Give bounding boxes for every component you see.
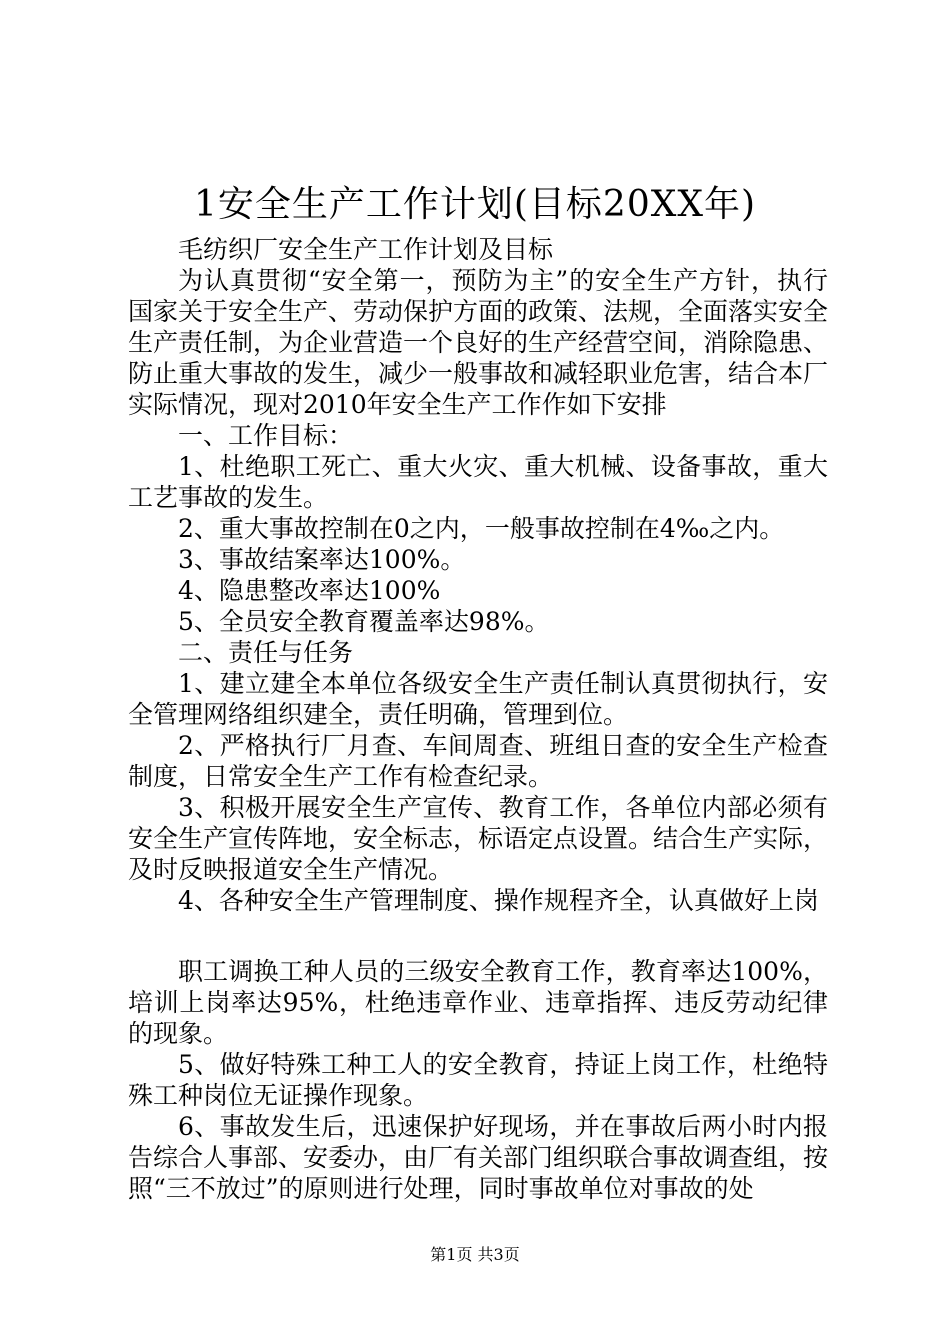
goal-item-4: 4、隐患整改率达100%	[178, 576, 441, 605]
section-heading-goals: 一、工作目标：	[178, 421, 354, 450]
document-body	[128, 234, 828, 1204]
goal-item-5: 5、全员安全教育覆盖率达98%。	[178, 607, 550, 636]
task-item-6: 6、事故发生后，迅速保护好现场，并在事故后两小时内报告综合人事部、安委办，由厂有关部门组织联合事故调查组，按照“三不放过”的原则进行处理，同时事故单位对事故的处	[128, 1112, 829, 1203]
task-item-4: 4、各种安全生产管理制度、操作规程齐全，认真做好上岗	[178, 886, 819, 915]
document-title: 1安全生产工作计划(目标20XX年)	[193, 184, 757, 225]
task-item-3: 3、积极开展安全生产宣传、教育工作，各单位内部必须有安全生产宣传阵地，安全标志，标语定点设置。结合生产实际，及时反映报道安全生产情况。	[128, 793, 829, 884]
goal-item-2: 2、重大事故控制在0之内，一般事故控制在4‰之内。	[178, 514, 785, 543]
task-item-5: 5、做好特殊工种工人的安全教育，持证上岗工作，杜绝特殊工种岗位无证操作现象。	[128, 1050, 828, 1110]
task-item-1: 1、建立建全本单位各级安全生产责任制认真贯彻执行，安全管理网络组织建全，责任明确，管理到位。	[128, 669, 828, 729]
page-footer: 第1页 共3页	[430, 1245, 520, 1264]
task-item-4-continued: 职工调换工种人员的三级安全教育工作，教育率达100%，培训上岗率达95%，杜绝违章作业、违章指挥、违反劳动纪律的现象。	[128, 957, 828, 1048]
paragraph-intro: 为认真贯彻“安全第一，预防为主”的安全生产方针，执行国家关于安全生产、劳动保护方面的政策、法规，全面落实安全生产责任制，为企业营造一个良好的生产经营空间，消除隐患、防止重大事故的发生，减少一般事故和减轻职业危害，结合本厂实际情况，现对2010年安全生产工作作如下安排	[128, 266, 829, 419]
paragraph-subtitle: 毛纺织厂安全生产工作计划及目标	[178, 235, 554, 264]
goal-item-1: 1、杜绝职工死亡、重大火灾、重大机械、设备事故，重大工艺事故的发生。	[128, 452, 828, 512]
section-heading-responsibilities: 二、责任与任务	[178, 638, 354, 667]
task-item-2: 2、严格执行厂月查、车间周查、班组日查的安全生产检查制度，日常安全生产工作有检查纪录。	[128, 731, 828, 791]
goal-item-3: 3、事故结案率达100%。	[178, 545, 466, 574]
